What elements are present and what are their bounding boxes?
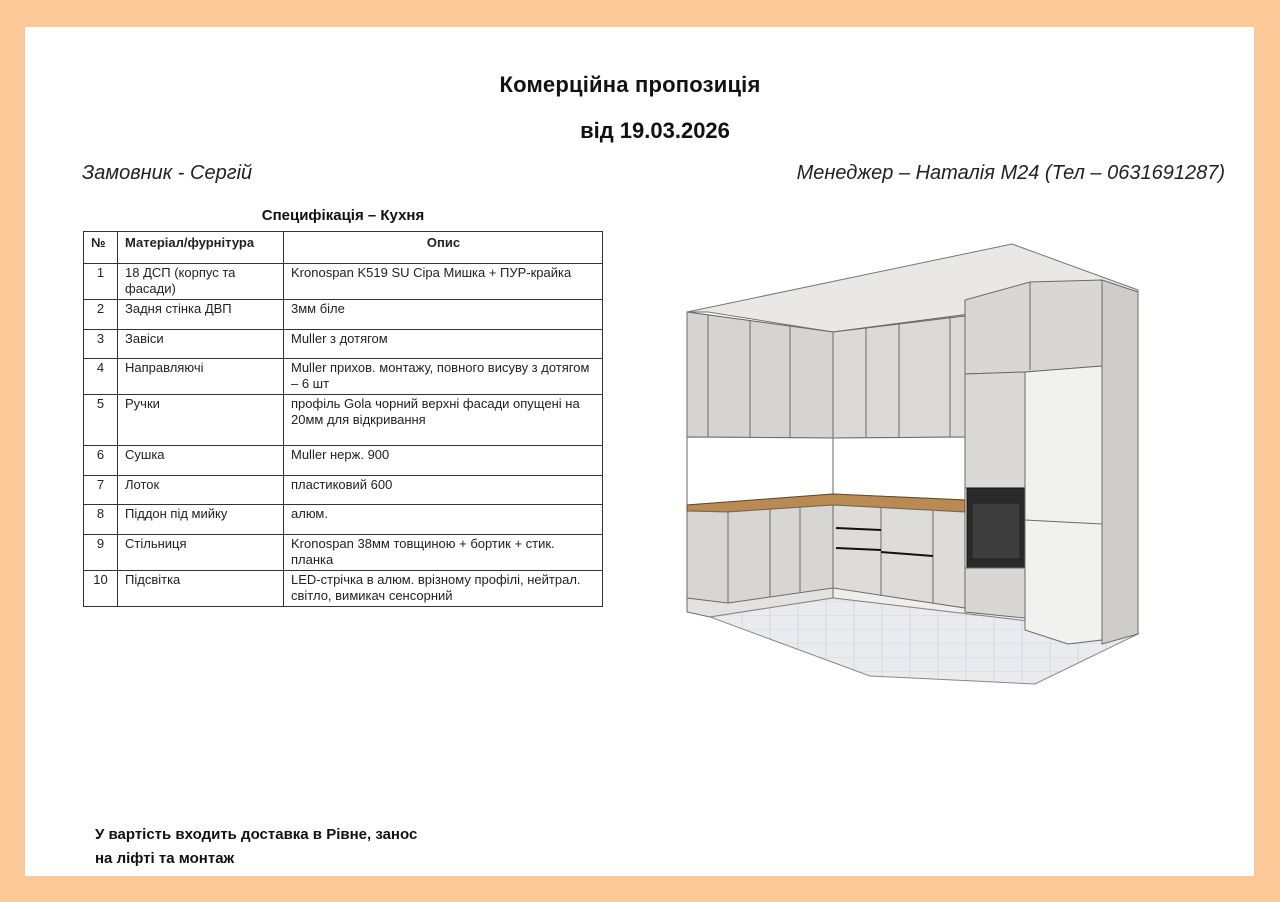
backsplash-left — [687, 437, 833, 505]
row-description: Kronospan K519 SU Сіра Мишка + ПУР-крайка — [284, 264, 603, 300]
row-no: 6 — [84, 446, 118, 476]
table-row — [84, 505, 603, 535]
col-header-material: Матеріал/фурнітура — [118, 232, 284, 264]
row-no: 9 — [84, 535, 118, 571]
row-material: Піддон під мийку — [118, 505, 284, 535]
table-row — [84, 395, 603, 446]
row-material: 18 ДСП (корпус та фасади) — [118, 264, 284, 300]
table-row — [84, 330, 603, 359]
row-material: Стільниця — [118, 535, 284, 571]
row-no: 1 — [84, 264, 118, 300]
col-header-description: Опис — [284, 232, 603, 264]
backsplash-back — [833, 437, 965, 500]
fridge — [1025, 366, 1102, 644]
kitchen-render — [680, 238, 1150, 688]
spec-header-row — [84, 232, 603, 264]
document-date: від 19.03.2026 — [580, 118, 730, 143]
row-description: Muller з дотягом — [284, 330, 603, 359]
row-material: Задня стінка ДВП — [118, 300, 284, 330]
table-row — [84, 300, 603, 330]
row-description: алюм. — [284, 505, 603, 535]
row-material: Ручки — [118, 395, 284, 446]
lower-cabinets-left — [687, 505, 833, 603]
tall-cabinet-top — [965, 280, 1102, 374]
row-no: 7 — [84, 476, 118, 505]
table-row — [84, 535, 603, 571]
spec-title: Специфікація – Кухня — [261, 207, 425, 224]
row-no: 10 — [84, 571, 118, 607]
side-panel — [1102, 280, 1138, 644]
row-description: 3мм біле — [284, 300, 603, 330]
row-material: Завіси — [118, 330, 284, 359]
spec-table — [83, 231, 603, 607]
row-material: Направляючі — [118, 359, 284, 395]
delivery-note — [95, 823, 495, 871]
delivery-note-line-2: на ліфті та монтаж — [95, 850, 235, 867]
row-no: 2 — [84, 300, 118, 330]
row-no: 5 — [84, 395, 118, 446]
table-row — [84, 476, 603, 505]
row-description: профіль Gola чорний верхні фасади опущені на 20мм для відкривання — [284, 395, 603, 446]
row-description: Muller прихов. монтажу, повного висуву з дотягом – 6 шт — [284, 359, 603, 395]
table-row — [84, 571, 603, 607]
document-title: Комерційна пропозиція — [499, 72, 761, 97]
table-row — [84, 446, 603, 476]
table-row — [84, 359, 603, 395]
row-material: Підсвітка — [118, 571, 284, 607]
row-material: Сушка — [118, 446, 284, 476]
row-no: 8 — [84, 505, 118, 535]
tall-cabinet-bottom — [965, 568, 1025, 618]
row-description: LED-стрічка в алюм. врізному профілі, нейтрал. світло, вимикач сенсорний — [284, 571, 603, 607]
client-name: Замовник - Сергій — [82, 162, 253, 184]
tall-cabinet-left — [965, 372, 1025, 488]
col-header-no: № — [84, 232, 118, 264]
row-no: 3 — [84, 330, 118, 359]
manager-contact: Менеджер – Наталія М24 (Тел – 0631691287) — [796, 162, 1225, 184]
table-row — [84, 264, 603, 300]
row-description: Muller нерж. 900 — [284, 446, 603, 476]
upper-cabinets-left — [687, 312, 833, 438]
row-no: 4 — [84, 359, 118, 395]
row-material: Лоток — [118, 476, 284, 505]
row-description: пластиковий 600 — [284, 476, 603, 505]
row-description: Kronospan 38мм товщиною + бортик + стик. планка — [284, 535, 603, 571]
delivery-note-line-1: У вартість входить доставка в Рівне, занос — [95, 826, 418, 843]
